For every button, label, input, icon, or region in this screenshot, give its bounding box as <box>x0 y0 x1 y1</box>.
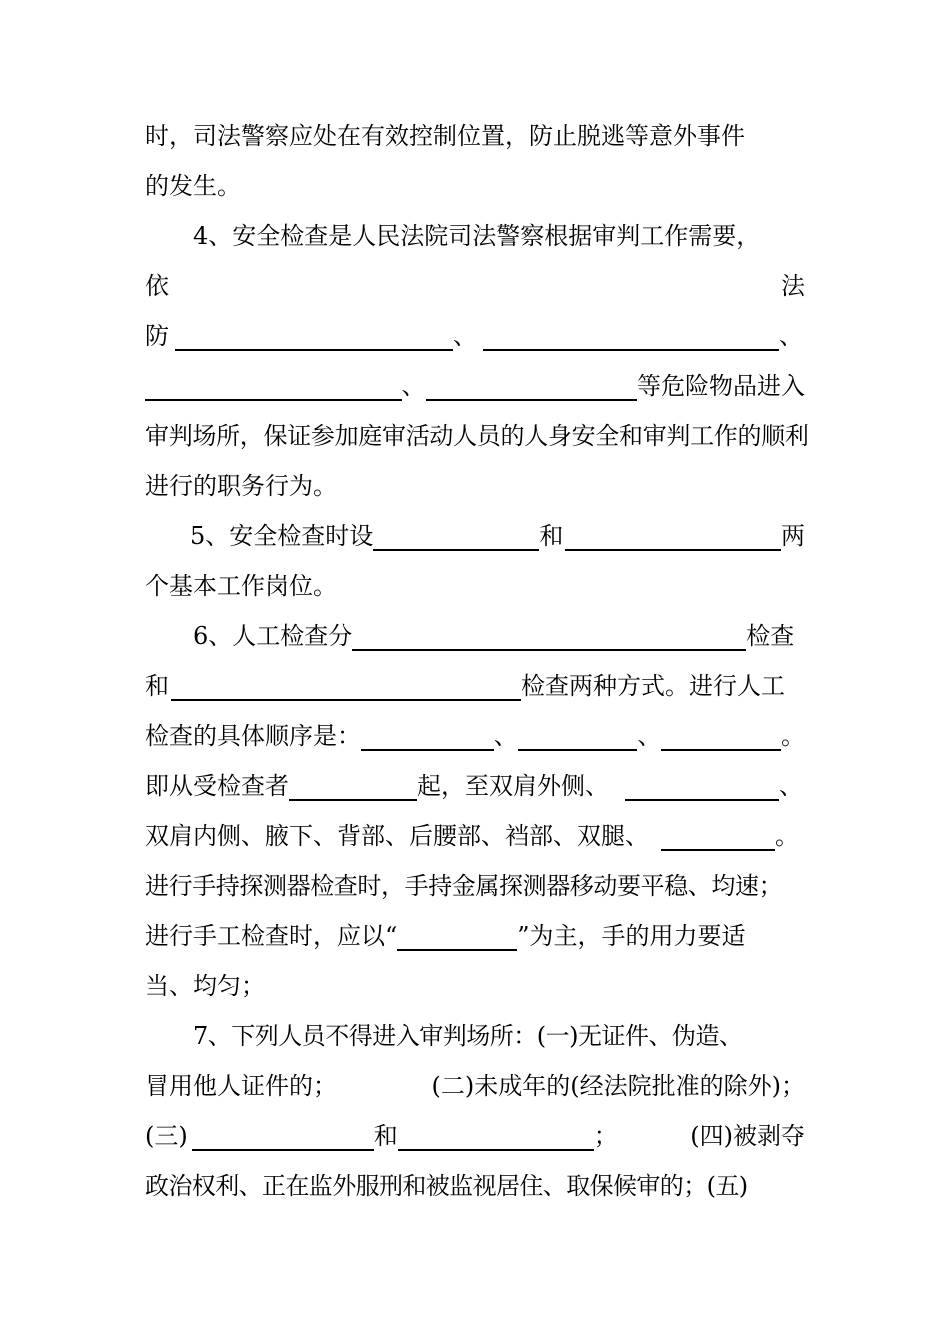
question-6-text: 双肩内侧、腋下、背部、后腰部、裆部、双腿、 <box>145 822 649 850</box>
answer-blank[interactable] <box>661 819 775 851</box>
question-4-text: 等危险物品进入 <box>637 372 805 400</box>
answer-blank[interactable] <box>373 519 539 551</box>
question-6-text: ”为主，手的用力要适 <box>517 922 746 950</box>
answer-blank[interactable] <box>397 919 517 951</box>
question-4-text: 进行的职务行为。 <box>145 472 337 500</box>
question-4-line6 <box>145 465 805 501</box>
question-6-text: 检查两种方式。进行人工 <box>521 672 785 700</box>
answer-blank[interactable] <box>625 769 779 801</box>
question-6-text: 进行手持探测器检查时，手持金属探测器移动要平稳、均速； <box>145 872 783 900</box>
answer-blank[interactable] <box>518 719 638 751</box>
question-5-text: 两 <box>781 522 805 550</box>
separator: 、 <box>401 372 426 400</box>
question-5-text: 个基本工作岗位。 <box>145 572 337 600</box>
separator: 、 <box>779 322 803 350</box>
question-7-text: (三) <box>145 1122 188 1150</box>
question-6-line3 <box>145 715 805 751</box>
question-6-text: 检查的具体顺序是： <box>145 722 361 750</box>
justified-char-right: 法 <box>781 272 805 300</box>
question-7-text: 7、下列人员不得进入审判场所：(一)无证件、伪造、 <box>193 1022 743 1050</box>
question-7-text: 和 <box>373 1122 398 1150</box>
question-4-line2 <box>145 265 805 301</box>
question-5-text: 和 <box>539 522 564 550</box>
justified-char-left: 依 <box>145 272 169 300</box>
question-7-text: ； <box>593 1122 618 1150</box>
question-7-text: (二)未成年的(经法院批准的除外)； <box>431 1072 805 1100</box>
separator: 、 <box>453 322 477 350</box>
separator: 、 <box>637 722 662 750</box>
answer-blank[interactable] <box>361 719 494 751</box>
question-7-line4 <box>145 1165 805 1201</box>
question-6-text: 检查 <box>746 622 795 650</box>
question-4-text: 审判场所，保证参加庭审活动人员的人身安全和审判工作的顺利 <box>145 422 809 450</box>
question-7-line1 <box>193 1015 805 1051</box>
question-6-line5 <box>145 815 805 851</box>
answer-blank[interactable] <box>565 519 781 551</box>
question-4-line5 <box>145 415 809 451</box>
paragraph-text: 的发生。 <box>145 172 241 200</box>
question-5-line1 <box>190 515 805 551</box>
question-4-text: 4、安全检查是人民法院司法警察根据审判工作需要， <box>193 222 761 250</box>
answer-blank[interactable] <box>289 769 417 801</box>
question-6-text: 6、人工检查分 <box>193 622 353 650</box>
question-4-line3 <box>145 315 805 351</box>
question-6-line7 <box>145 915 805 951</box>
question-7-text: (四)被剥夺 <box>690 1122 805 1150</box>
question-7-line3 <box>145 1115 805 1151</box>
question-4-line1 <box>193 215 805 251</box>
answer-blank[interactable] <box>483 319 779 351</box>
question-7-text: 政治权利、正在监外服刑和被监视居住、取保候审的；(五) <box>145 1172 748 1200</box>
question-6-text: 当、均匀； <box>145 972 265 1000</box>
question-7-line2 <box>145 1065 805 1101</box>
question-7-text: 冒用他人证件的； <box>145 1072 337 1100</box>
answer-blank[interactable] <box>175 319 453 351</box>
answer-blank[interactable] <box>145 369 402 401</box>
answer-blank[interactable] <box>171 669 521 701</box>
question-6-line8 <box>145 965 805 1001</box>
answer-blank[interactable] <box>426 369 637 401</box>
question-4-text: 防 <box>145 322 169 350</box>
question-6-text: 。 <box>781 722 805 750</box>
question-6-text: 进行手工检查时，应以“ <box>145 922 398 950</box>
question-6-text: 和 <box>145 672 169 700</box>
text-line <box>145 115 805 151</box>
question-6-text: 。 <box>775 822 799 850</box>
question-6-text: 起，至双肩外侧、 <box>417 772 609 800</box>
separator: 、 <box>493 722 518 750</box>
question-6-line6 <box>145 865 805 901</box>
answer-blank[interactable] <box>398 1119 594 1151</box>
question-6-line2 <box>145 665 805 701</box>
question-5-text: 5、安全检查时设 <box>190 522 374 550</box>
answer-blank[interactable] <box>352 619 746 651</box>
question-5-line2 <box>145 565 805 601</box>
question-4-line4 <box>145 365 805 401</box>
separator: 、 <box>779 772 803 800</box>
answer-blank[interactable] <box>661 719 781 751</box>
text-line <box>145 165 805 201</box>
question-6-line1 <box>193 615 805 651</box>
question-6-text: 即从受检查者 <box>145 772 289 800</box>
answer-blank[interactable] <box>192 1119 374 1151</box>
paragraph-text: 时，司法警察应处在有效控制位置，防止脱逃等意外事件 <box>145 122 745 150</box>
question-6-line4 <box>145 765 805 801</box>
